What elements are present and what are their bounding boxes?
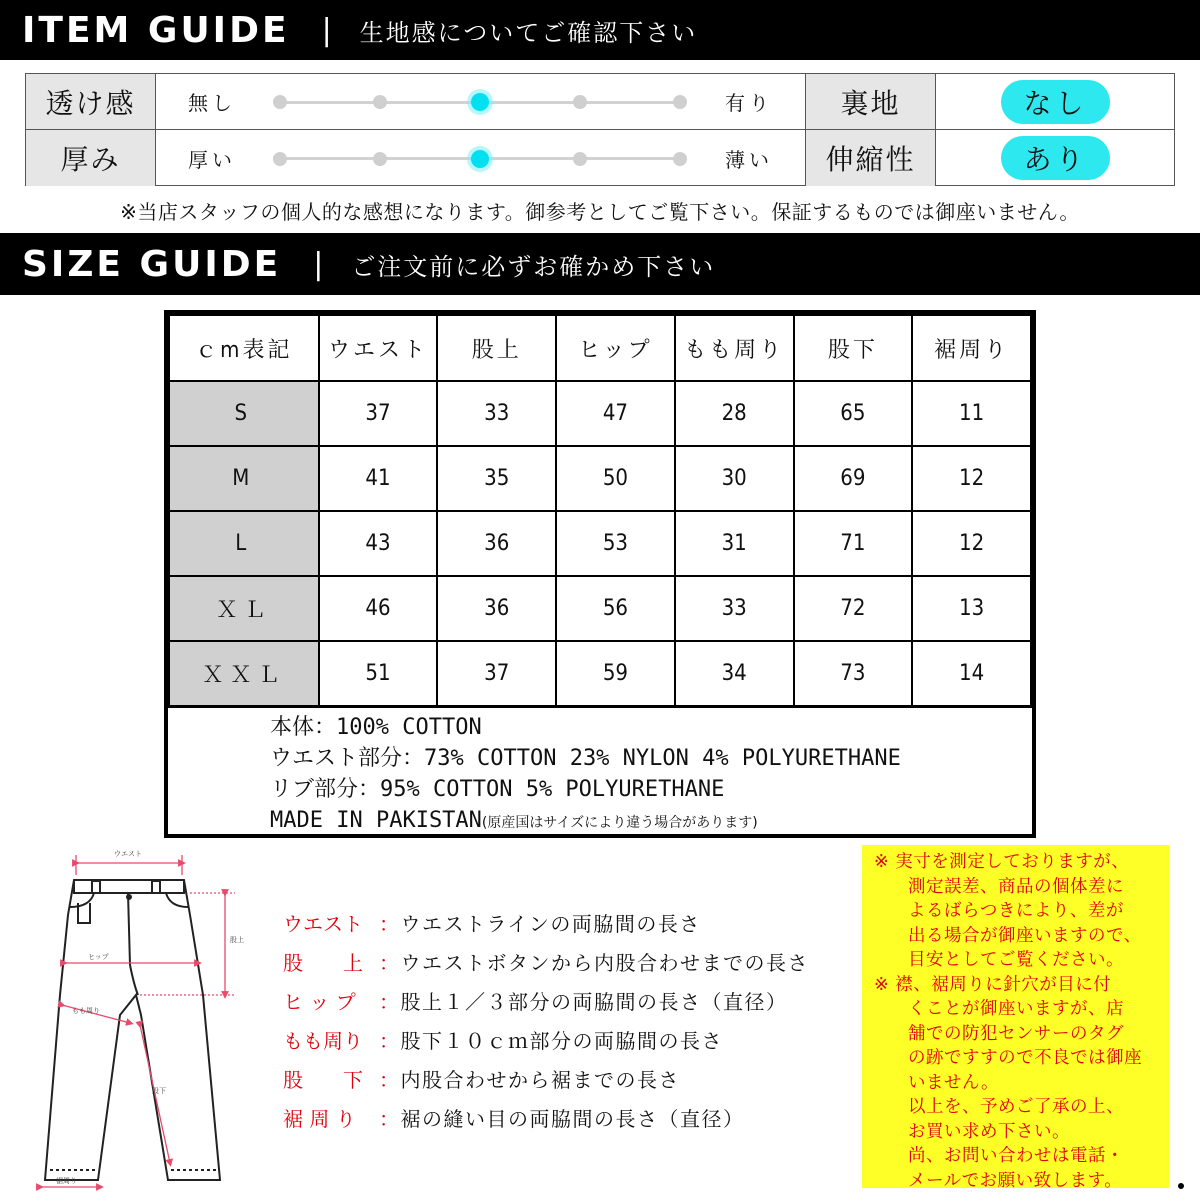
notice-line: 目安としてご覧ください。 (908, 950, 1124, 970)
table-row (169, 511, 1031, 576)
table-cell: 73 (794, 641, 913, 706)
lining-value-cell (936, 74, 1175, 130)
stretch-value-cell (936, 130, 1175, 186)
scale-dot-selected (471, 93, 489, 111)
header-cell: ウエスト (319, 315, 438, 381)
definition-colon: ： (379, 1107, 401, 1131)
scale-dot (373, 95, 387, 109)
notice-line: ※ 実寸を測定しておりますが、 (874, 852, 1130, 872)
diagram-label-hip: ヒップ (88, 953, 109, 961)
definition-colon: ： (379, 1029, 401, 1053)
size-guide-title: SIZE GUIDE (22, 243, 282, 285)
table-row (169, 446, 1031, 511)
table-cell: 59 (556, 641, 675, 706)
table-cell: 12 (912, 446, 1031, 511)
size-table-frame (164, 310, 1036, 838)
notice-line: ※ 襟、裾周りに針穴が目に付 (874, 974, 1112, 995)
definition-term: 裾 周 り (283, 1107, 356, 1131)
measurement-notice (862, 845, 1169, 1191)
notice-line: いません。 (908, 1072, 1000, 1093)
material-line: ウエスト部分：73% COTTON 23% NYLON 4% POLYURETHANE (270, 746, 901, 771)
notice-line: 以上を、予めご了承の上、 (908, 1097, 1124, 1117)
notice-line: お買い求め下さい。 (908, 1121, 1070, 1142)
diagram-label-thigh: もも周り (72, 1007, 100, 1015)
definition-desc: 裾の縫い目の両脇間の長さ（直径） (400, 1107, 745, 1131)
table-cell: 41 (319, 446, 438, 511)
size-cell: ＸＸＬ (169, 641, 319, 706)
diagram-label-inseam: 股下 (152, 1087, 166, 1095)
fabric-feel-grid (25, 73, 1175, 186)
definition-term: もも周り (283, 1029, 363, 1053)
material-line-origin (270, 805, 1032, 839)
table-cell: 36 (437, 511, 556, 576)
thickness-label: 厚み (26, 130, 156, 186)
header-cell: 股下 (794, 315, 913, 381)
table-cell: 71 (794, 511, 913, 576)
table-cell: 56 (556, 576, 675, 641)
button-icon (126, 894, 132, 900)
table-row (169, 641, 1031, 706)
table-cell: 11 (912, 381, 1031, 446)
table-header-row (169, 315, 1031, 381)
scale-dot-selected (471, 150, 489, 168)
table-cell: 37 (437, 641, 556, 706)
table-cell: 46 (319, 576, 438, 641)
materials-block (168, 706, 1032, 834)
table-row (169, 381, 1031, 446)
table-cell: 30 (675, 446, 794, 511)
definition-desc: 内股合わせから裾までの長さ (400, 1068, 680, 1092)
list-item (283, 981, 809, 1020)
stretch-value-badge: あり (1001, 136, 1109, 180)
list-item (283, 1098, 809, 1137)
definition-term: 股 上 (283, 951, 363, 975)
scale-dot (373, 152, 387, 166)
size-cell: M (169, 446, 319, 511)
definition-desc: ウエストラインの両脇間の長さ (400, 912, 701, 936)
size-guide-separator: | (313, 246, 324, 282)
table-row (169, 576, 1031, 641)
size-table (168, 314, 1032, 707)
pants-measurement-diagram (20, 845, 260, 1195)
table-cell: 53 (556, 511, 675, 576)
scale-dot (673, 152, 687, 166)
notice-line: の跡ですすので不良では御座 (908, 1048, 1143, 1068)
origin-note: (原産国はサイズにより違う場合があります) (481, 815, 758, 831)
list-item (283, 903, 809, 942)
corner-dot (1178, 1183, 1184, 1189)
measurement-definitions (283, 903, 809, 1137)
material-line: リブ部分：95% COTTON 5% POLYURETHANE (270, 777, 725, 802)
table-cell: 65 (794, 381, 913, 446)
table-cell: 31 (675, 511, 794, 576)
list-item (283, 942, 809, 981)
thickness-left-label: 厚い (188, 147, 236, 172)
thickness-scale (156, 130, 806, 186)
thickness-right-label: 薄い (725, 147, 773, 172)
transparency-track (280, 101, 680, 104)
staff-opinion-disclaimer: ※当店スタッフの個人的な感想になります。御参考としてご覧下さい。保証するものでは御座いません。 (120, 200, 1080, 224)
header-cell: 股上 (437, 315, 556, 381)
notice-line: 舗での防犯センサーのタグ (908, 1023, 1124, 1044)
table-cell: 33 (675, 576, 794, 641)
scale-dot (273, 95, 287, 109)
lining-value-badge: なし (1001, 80, 1109, 124)
diagram-label-hem: 裾周り (56, 1177, 77, 1185)
stretch-label: 伸縮性 (806, 130, 936, 186)
definition-term: 股 下 (283, 1068, 363, 1092)
transparency-left-label: 無し (188, 91, 236, 115)
scale-dot (573, 152, 587, 166)
table-cell: 47 (556, 381, 675, 446)
header-cell: ｃm表記 (169, 315, 319, 381)
table-cell: 37 (319, 381, 438, 446)
table-cell: 33 (437, 381, 556, 446)
transparency-label: 透け感 (26, 74, 156, 130)
size-guide-header (0, 233, 1200, 295)
item-guide-subtitle: 生地感についてご確認下さい (359, 18, 698, 47)
lining-label: 裏地 (806, 74, 936, 130)
list-item (283, 1020, 809, 1059)
definition-desc: 股下１０ｃｍ部分の両脇間の長さ (400, 1029, 723, 1053)
material-line: 本体：100% COTTON (270, 715, 482, 740)
table-cell: 28 (675, 381, 794, 446)
definition-colon: ： (379, 951, 401, 975)
table-cell: 43 (319, 511, 438, 576)
item-guide-title: ITEM GUIDE (22, 9, 290, 51)
header-cell: ヒップ (556, 315, 675, 381)
table-cell: 69 (794, 446, 913, 511)
definition-desc: ウエストボタンから内股合わせまでの長さ (400, 951, 809, 975)
header-cell: もも周り (675, 315, 794, 381)
table-cell: 36 (437, 576, 556, 641)
diagram-label-rise: 股上 (230, 936, 244, 944)
diagram-label-waist: ウエスト (114, 850, 142, 858)
definition-term: ウエスト (283, 912, 363, 936)
definition-colon: ： (379, 912, 401, 936)
notice-line: 出る場合が御座いますので、 (908, 925, 1142, 946)
table-cell: 12 (912, 511, 1031, 576)
table-cell: 34 (675, 641, 794, 706)
table-cell: 50 (556, 446, 675, 511)
size-cell: ＸＬ (169, 576, 319, 641)
scale-dot (673, 95, 687, 109)
table-cell: 35 (437, 446, 556, 511)
origin-text: MADE IN PAKISTAN (270, 808, 482, 833)
list-item (283, 1059, 809, 1098)
definition-colon: ： (379, 1068, 401, 1092)
transparency-right-label: 有り (725, 91, 773, 115)
notice-line: よるばらつきにより、差が (908, 901, 1124, 921)
notice-line: 測定誤差、商品の個体差に (908, 876, 1124, 897)
size-guide-subtitle: ご注文前に必ずお確かめ下さい (351, 252, 716, 281)
size-cell: S (169, 381, 319, 446)
table-cell: 13 (912, 576, 1031, 641)
definition-term: ヒ ッ プ (283, 990, 356, 1014)
table-cell: 72 (794, 576, 913, 641)
notice-line: 尚、お問い合わせは電話・ (908, 1146, 1124, 1166)
transparency-scale (156, 74, 806, 130)
item-guide-separator: | (321, 12, 332, 48)
definition-desc: 股上１／３部分の両脇間の長さ（直径） (400, 990, 788, 1014)
definition-colon: ： (379, 990, 401, 1014)
notice-line: メールでお願い致します。 (908, 1170, 1123, 1191)
pants-outline (45, 880, 220, 1180)
scale-dot (573, 95, 587, 109)
notice-line: くことが御座いますが、店 (908, 999, 1124, 1019)
size-cell: L (169, 511, 319, 576)
header-cell: 裾周り (912, 315, 1031, 381)
table-cell: 14 (912, 641, 1031, 706)
scale-dot (273, 152, 287, 166)
thickness-track (280, 157, 680, 160)
item-guide-header (0, 0, 1200, 60)
table-cell: 51 (319, 641, 438, 706)
